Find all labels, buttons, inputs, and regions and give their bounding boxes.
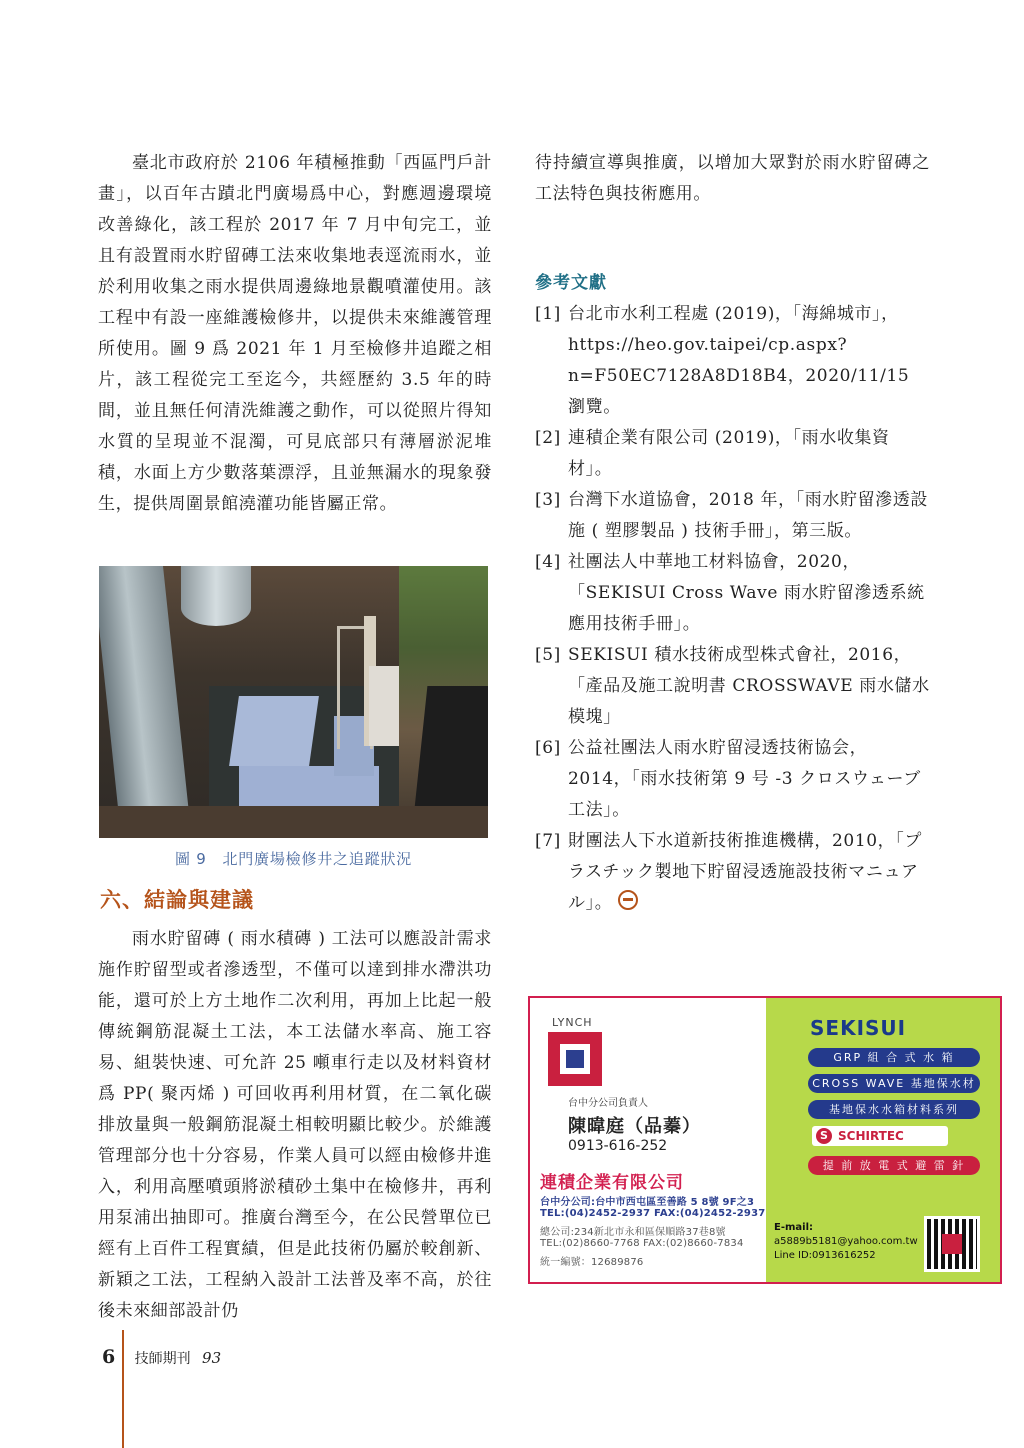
ad-hq-tel: TEL:(02)8660-7768 FAX:(02)8660-7834 [540,1238,744,1249]
reference-item: [4] 社團法人中華地工材料協會，2020，「SEKISUI Cross Wave 雨水貯留滲透系統應用技術手冊」。 [535,552,925,634]
reference-item: [2] 連積企業有限公司 (2019)，「雨水收集資材」。 [535,428,890,479]
page-footer [102,1346,221,1368]
continued-paragraph: 待持續宣導與推廣，以增加大眾對於雨水貯留磚之工法特色與技術應用。 [535,153,930,204]
right-column [535,148,930,919]
reference-item: [3] 台灣下水道協會，2018 年，「雨水貯留滲透設施 ( 塑膠製品 ) 技術手冊」，第三版。 [535,490,928,541]
section-title: 六、結論與建議 [100,888,254,912]
advertisement [528,996,1002,1284]
lynch-logo: LYNCH [548,1018,604,1088]
product-badge: GRP 組 合 式 水 箱 [808,1048,980,1067]
ad-left-panel [530,998,766,1282]
schirtec-logo: S SCHIRTEC [812,1126,948,1146]
ad-contact-phone: 0913-616-252 [568,1138,668,1154]
ad-hq-address: 總公司:234新北市永和區保順路37巷8號 [540,1227,726,1238]
journal-name: 技師期刊 [134,1351,191,1367]
figure-caption: 圖 9 北門廣場檢修井之追蹤狀況 [174,850,413,868]
ad-branch-tel: TEL:(04)2452-2937 FAX:(04)2452-2937 [540,1208,766,1219]
email-label: E-mail: [774,1222,814,1233]
references-title: 參考文獻 [535,273,607,293]
email-address: a5889b5181@yahoo.com.tw [774,1236,918,1247]
lightning-badge: 提 前 放 電 式 避 雷 針 [808,1156,980,1175]
intro-paragraph: 臺北市政府於 2106 年積極推動「西區門戶計畫」，以百年古蹟北門廣場爲中心，對應週邊環境改善綠化，該工程於 2017 年 7 月中旬完工，並且有設置雨水貯留磚工法來收集地表逕流雨水，並於利用收集之雨水提供周邊綠地景觀噴灌使用。該工程中有設一座維護檢修井，以提供未來維護管理所使用。圖 9 爲 2021 年 1 月至檢修井追蹤之相片，該工程從完工至迄今，共經歷約 3.5 年的時間，並且無任何清洗維護之動作，可以從照片得知水質的呈現並不混濁，可見底部只有薄層淤泥堆積，水面上方少數落葉漂浮，且並無漏水的現象發生，提供周圍景館澆灌功能皆屬正常。 [98,153,492,514]
manhole-photo [99,566,488,838]
issue-number: 93 [202,1349,222,1367]
reference-item: [6] 公益社團法人雨水貯留浸透技術協会，2014，「雨水技術第 9 号 -3 クロスウェーブ工法」。 [535,738,921,820]
ad-contact-name: 陳暐庭（品蓁） [568,1116,701,1137]
product-badge: 基地保水水箱材料系列 [808,1100,980,1119]
reference-list [535,299,930,919]
line-id: Line ID:0913616252 [774,1250,876,1261]
page-number: 6 [102,1346,116,1368]
conclusion-section [98,924,492,1327]
ad-role: 台中分公司負責人 [568,1098,648,1109]
ad-tax-id: 統一編號：12689876 [540,1257,644,1268]
qr-code-icon [924,1216,980,1272]
ad-branch-address: 台中分公司:台中市西屯區至善路 5 8號 9F之3 [540,1197,755,1208]
reference-item: [7] 財團法人下水道新技術推進機構，2010，「プラスチック製地下貯留浸透施設技術マニュアル」。 [535,831,922,913]
reference-item: [5] SEKISUI 積水技術成型株式會社，2016，「產品及施工說明書 CROSSWAVE 雨水儲水模塊」 [535,645,930,727]
reference-item: [1] 台北市水利工程處 (2019)，「海綿城市」，https://heo.gov.taipei/cp.aspx?n=F50EC7128A8D18B4，2020/11/15 瀏覽。 [535,304,910,417]
left-column [98,148,492,520]
conclusion-paragraph: 雨水貯留磚 ( 雨水積磚 ) 工法可以應設計需求施作貯留型或者滲透型，不僅可以達到排水滯洪功能，還可於上方土地作二次利用，再加上比起一般傳統鋼筋混凝土工法，本工法儲水率高、施工容易、組裝快速、可允許 25 噸車行走以及材料資材爲 PP( 聚丙烯 ) 可回收再利用材質，在二氧化碳排放量與一般鋼筋混凝土相較明顯比較少。於維護管理部分也十分容易，作業人員可以經由檢修井進入，利用高壓噴頭將淤積砂土集中在檢修井，再利用泵浦出抽即可。推廣台灣至今，在公民營單位已經有上百件工程實績，但是此技術仍屬於較創新、新穎之工法，工程納入設計工法普及率不高，於往後未來細部設計仍 [98,929,492,1321]
ad-company-name: 連積企業有限公司 [540,1173,684,1193]
product-badge: CROSS WAVE 基地保水材 [808,1074,980,1093]
end-mark-icon [618,890,638,910]
sekisui-logo: SEKISUI [810,1016,907,1040]
